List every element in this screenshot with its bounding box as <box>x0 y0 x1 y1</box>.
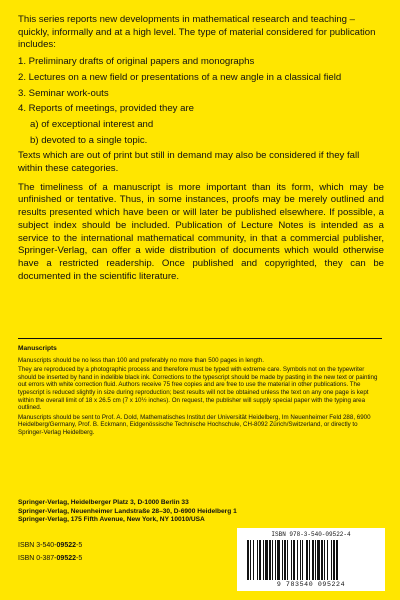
isbn-line-1 <box>18 539 82 552</box>
barcode-stripe <box>269 540 271 580</box>
barcode-stripe <box>331 540 332 580</box>
isbn-prefix: ISBN 3-540- <box>18 542 57 549</box>
out-of-print-paragraph: Texts which are out of print but still in demand may also be considered if they fall within these categories. <box>18 150 360 175</box>
list-item: 3. Seminar work-outs <box>18 87 109 99</box>
barcode-stripe <box>315 540 316 580</box>
barcode <box>237 528 385 591</box>
manuscripts-length: Manuscripts should be no less than 100 and preferably no more than 500 pages in length. <box>18 356 264 364</box>
barcode-stripe <box>284 540 286 580</box>
barcode-stripe <box>250 540 251 580</box>
barcode-stripe <box>275 540 276 580</box>
barcode-stripe <box>297 540 298 580</box>
isbn-line-2 <box>18 552 82 565</box>
barcode-bars <box>247 540 375 580</box>
barcode-stripe <box>336 540 338 580</box>
barcode-stripe <box>317 540 320 580</box>
barcode-stripe <box>263 540 264 580</box>
barcode-stripe <box>282 540 283 580</box>
isbn-core: 09522 <box>56 542 76 549</box>
barcode-isbn-text: ISBN 978-3-540-09522-4 <box>271 531 351 538</box>
barcode-stripe <box>333 540 335 580</box>
barcode-stripe <box>321 540 323 580</box>
list-item: b) devoted to a single topic. <box>30 134 148 146</box>
barcode-stripe <box>309 540 310 580</box>
manuscripts-section <box>18 345 384 439</box>
barcode-stripe <box>253 540 254 580</box>
barcode-stripe <box>247 540 249 580</box>
list-item: 4. Reports of meetings, provided they are <box>18 103 194 115</box>
list-item: a) of exceptional interest and <box>30 118 154 130</box>
address-heidelberg: Springer-Verlag, Neuenheimer Landstraße 28–30, D-6900 Heidelberg 1 <box>18 507 237 515</box>
barcode-stripe <box>300 540 301 580</box>
publisher-addresses <box>18 499 384 525</box>
intro-paragraph: This series reports new developments in mathematical research and teaching – quickly, informally and at a high level. The type of material considered for publication includes: <box>18 14 376 51</box>
list-item: 2. Lectures on a new field or presentations of a new angle in a classical field <box>18 71 342 83</box>
address-new-york: Springer-Verlag, 175 Fifth Avenue, New York, NY 10010/USA <box>18 516 205 524</box>
barcode-stripe <box>291 540 292 580</box>
barcode-stripe <box>293 540 295 580</box>
manuscripts-submission: Manuscripts should be sent to Prof. A. Dold, Mathematisches Institut der Universität Heidelberg, Im Neuenheimer Feld 288, 6900 Heidelberg/Germany, Prof. B. Eckmann, Eidgenössische Technische Hochschule, CH-8092 Zürich/Switzerland, or directly to Springer-Verlag Heidelberg. <box>18 413 371 436</box>
barcode-stripe <box>259 540 261 580</box>
address-berlin: Springer-Verlag, Heidelberger Platz 3, D-1000 Berlin 33 <box>18 499 189 506</box>
barcode-stripe <box>306 540 308 580</box>
timeliness-paragraph: The timeliness of a manuscript is more important than its form, which may be unfinished or tentative. Thus, in some instances, proofs may be merely outlined and results presented which have been or will later be published elsewhere. If possible, a subject index should be included. Publication of Lecture Notes is intended as a service to the international mathematical community, in that a commercial publisher, Springer-Verlag, can offer a wide distribution of documents which would otherwise have a restricted readership. Once published and copyrighted, they can be documented in the scientific literature. <box>18 181 384 282</box>
isbn-prefix: ISBN 0-387- <box>18 555 57 562</box>
manuscripts-heading: Manuscripts <box>18 345 57 352</box>
series-description <box>18 14 384 283</box>
barcode-stripe <box>312 540 314 580</box>
manuscripts-typing: They are reproduced by a photographic process and therefore must be typed with extreme care. Symbols not on the typewriter should be inserted by hand in indelible black ink. Corrections to the typescript should be made by pasting in the new text or painting out errors with white correction fluid. Authors receive 75 free copies and are free to use the material in other publications. The typescript is reduced slightly in size during reproduction; best results will not be obtained unless the text on any one page is kept within the overall limit of 18 x 26.5 cm (7 x 10½ inches). On request, the publisher will supply special paper with the typing area outlined. <box>18 366 378 412</box>
divider <box>18 338 382 339</box>
barcode-stripe <box>272 540 273 580</box>
barcode-stripe <box>277 540 280 580</box>
barcode-stripe <box>324 540 325 580</box>
isbn-numbers <box>18 539 82 565</box>
barcode-stripe <box>327 540 328 580</box>
barcode-stripe <box>287 540 288 580</box>
isbn-check: -5 <box>76 555 83 562</box>
barcode-stripe <box>302 540 303 580</box>
isbn-core: 09522 <box>56 555 76 562</box>
barcode-stripe <box>257 540 258 580</box>
material-list <box>18 56 384 116</box>
meeting-criteria-list <box>30 119 384 147</box>
isbn-check: -5 <box>76 542 83 549</box>
barcode-stripe <box>265 540 268 580</box>
barcode-number: 9 783540 095224 <box>276 581 346 588</box>
list-item: 1. Preliminary drafts of original papers and monographs <box>18 56 255 68</box>
